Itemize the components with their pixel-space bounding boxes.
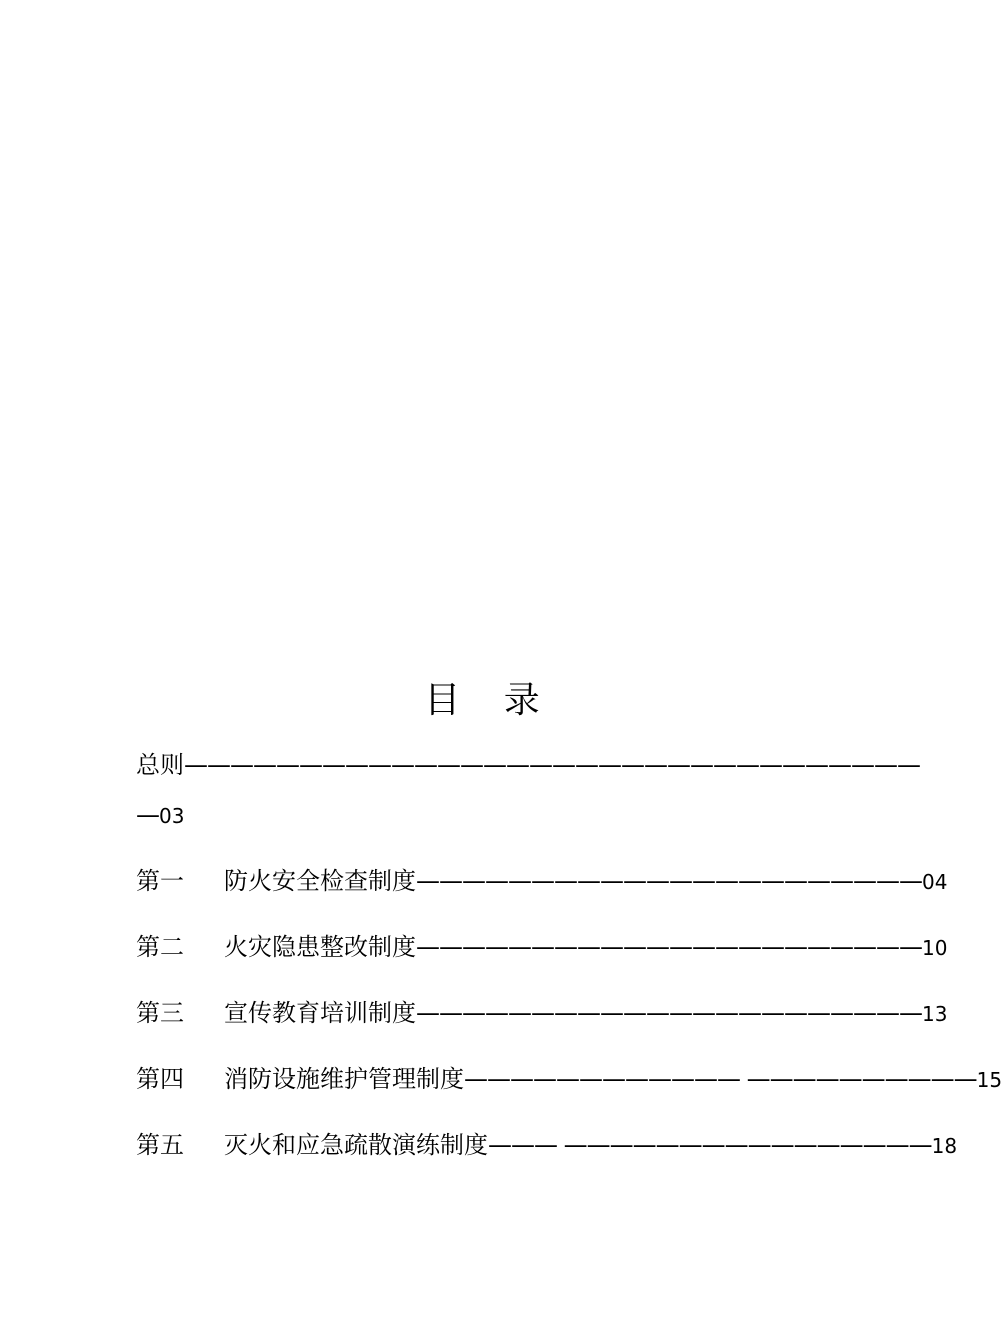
toc-entry-number: 第二 <box>136 933 184 961</box>
toc-entry-leader: ———————————— —————————— <box>464 1065 977 1093</box>
toc-entry-leader: ——— ———————————————— <box>488 1131 932 1159</box>
toc-entry-general <box>136 747 920 783</box>
toc-entry-1 <box>136 863 947 900</box>
toc-entry-number: 第一 <box>136 867 184 895</box>
toc-entry-label: 总则 <box>136 751 184 779</box>
toc-entry-2 <box>136 929 947 966</box>
toc-entry-title: 火灾隐患整改制度 <box>224 933 416 961</box>
toc-entry-3 <box>136 995 947 1032</box>
toc-entry-page: 18 <box>931 1134 958 1158</box>
toc-entry-page: 13 <box>922 1002 948 1026</box>
toc-entry-5 <box>136 1127 957 1164</box>
toc-entry-title: 消防设施维护管理制度 <box>224 1065 464 1093</box>
toc-entry-page: 04 <box>922 870 948 894</box>
toc-entry-title: 宣传教育培训制度 <box>224 999 416 1027</box>
toc-entry-4 <box>136 1061 1002 1098</box>
toc-title: 目 录 <box>424 680 556 721</box>
toc-entry-leader: —————————————————————— <box>416 933 922 961</box>
toc-entry-leader: —————————————————————— <box>416 999 922 1027</box>
toc-entry-number: 第五 <box>136 1131 184 1159</box>
toc-entry-leader-continued: — <box>136 801 159 829</box>
toc-entry-page: 15 <box>976 1068 1002 1092</box>
toc-entry-title: 防火安全检查制度 <box>224 867 416 895</box>
toc-entry-number: 第四 <box>136 1065 184 1093</box>
toc-entry-number: 第三 <box>136 999 184 1027</box>
toc-entry-page: 03 <box>159 804 185 828</box>
toc-entry-leader: ———————————————————————————————— <box>184 751 920 779</box>
toc-entry-general-page-line <box>136 797 184 834</box>
toc-entry-page: 10 <box>922 936 948 960</box>
toc-entry-title: 灭火和应急疏散演练制度 <box>224 1131 488 1159</box>
toc-entry-leader: —————————————————————— <box>416 867 922 895</box>
